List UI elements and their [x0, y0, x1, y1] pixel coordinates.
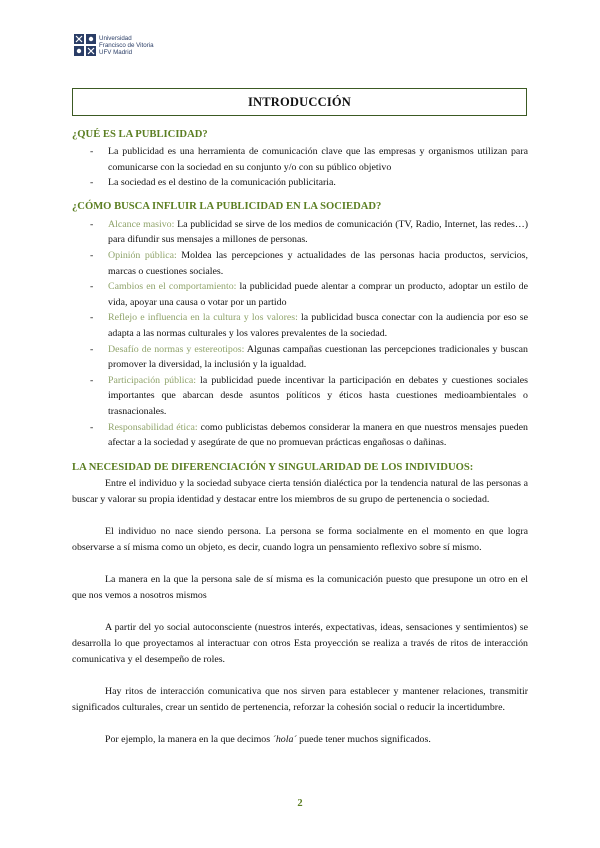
university-logo — [74, 34, 154, 56]
term-label: Responsabilidad ética: — [108, 421, 198, 433]
list-item — [72, 248, 528, 279]
logo-line: UFV Madrid — [99, 48, 133, 56]
list-item — [72, 373, 528, 420]
list-item: - La sociedad es el destino de la comunicación publicitaria. — [72, 175, 528, 191]
logo-line: Francisco de Vitoria — [99, 41, 154, 49]
term-text: Moldea las percepciones y actualidades de las personas hacia productos, servicios, marcas o cuestiones sociales. — [108, 249, 528, 277]
term-label: Alcance masivo: — [108, 218, 175, 230]
term-label: Reflejo e influencia en la cultura y los valores: — [108, 312, 298, 324]
section-heading-influence: ¿CÓMO BUSCA INFLUIR LA PUBLICIDAD EN LA SOCIEDAD? — [72, 200, 382, 212]
paragraph-text: puede tener muchos significados. — [296, 733, 431, 745]
term-text: la publicidad puede incentivar la participación en debates y cuestiones sociales importantes que abarcan desde asuntos políticos y éticos hasta cuestiones medioambientales o trasnacionales. — [108, 374, 528, 417]
list-item: - La publicidad es una herramienta de comunicación clave que las empresas y organismos utilizan para comunicarse con la sociedad en su conjunto y/o con su público objetivo — [72, 144, 528, 175]
influence-list — [72, 217, 528, 451]
list-item — [72, 279, 528, 310]
section-heading-differentiation: LA NECESIDAD DE DIFERENCIACIÓN Y SINGULARIDAD DE LOS INDIVIDUOS: — [72, 461, 474, 473]
list-item — [72, 310, 528, 341]
paragraph: La manera en la que la persona sale de sí misma es la comunicación puesto que presupone un otro en el que nos vemos a nosotros mismos — [72, 573, 528, 601]
term-text: la publicidad puede alentar a comprar un producto, adoptar un estilo de vida, apoyar una causa o votar por un partido — [108, 281, 528, 308]
term-text: La publicidad se sirve de los medios de comunicación (TV, Radio, Internet, las redes…) para difundir sus mensajes a millones de personas. — [108, 218, 528, 246]
logo-text — [99, 35, 154, 56]
definition-list — [72, 144, 528, 191]
term-label: Cambios en el comportamiento: — [108, 281, 237, 293]
term-text: como publicistas debemos considerar la manera en que nuestros mensajes pueden afectar a la sociedad y asegúrate de que no promuevan prácticas engañosas o dañinas. — [108, 421, 528, 449]
term-label: Desafío de normas y estereotipos: — [108, 343, 245, 355]
page-title: INTRODUCCIÓN — [72, 88, 527, 116]
list-item — [72, 420, 528, 451]
quoted-word: ´hola´ — [272, 733, 297, 745]
term-text: la publicidad busca conectar con la audiencia por eso se adapta a las normas culturales y los valores prevalentes de la sociedad. — [108, 312, 528, 339]
university-crest-icon — [74, 34, 96, 56]
paragraph-text: Por ejemplo, la manera en la que decimos — [105, 733, 273, 745]
term-text: Algunas campañas cuestionan las percepciones tradicionales y buscan promover la diversidad, la inclusión y la igualdad. — [108, 343, 528, 371]
page-number: 2 — [297, 798, 303, 809]
term-label: Opinión pública: — [108, 249, 177, 261]
list-item — [72, 217, 528, 248]
term-label: Participación pública: — [108, 374, 197, 386]
paragraph: A partir del yo social autoconsciente (nuestros interés, expectativas, ideas, sensaciones y sentimientos) se desarrolla lo que proyectamos al interactuar con otros Esta proyección se realiza a través de ritos de interacción comunicativa y el desempeño de roles. — [72, 621, 528, 665]
paragraph: Entre el individuo y la sociedad subyace cierta tensión dialéctica por la tendencia natural de las personas a buscar y valorar su propia identidad y destacar entre los miembros de su grupo de pertenencia o sociedad. — [72, 477, 528, 505]
paragraph — [72, 732, 528, 748]
document-body — [72, 128, 528, 748]
list-item — [72, 342, 528, 373]
logo-line: Universidad — [99, 34, 132, 42]
section-heading-what-is-advertising: ¿QUÉ ES LA PUBLICIDAD? — [72, 129, 208, 140]
paragraph: El individuo no nace siendo persona. La persona se forma socialmente en el momento en que logra observarse a sí misma como un objeto, es decir, cuando logra un pensamiento reflexivo sobre sí mismo. — [72, 525, 528, 553]
paragraphs — [72, 476, 528, 748]
paragraph: Hay ritos de interacción comunicativa que nos sirven para establecer y mantener relaciones, transmitir significados culturales, crear un sentido de pertenencia, reforzar la cohesión social o reducir la incertidumbre. — [72, 685, 528, 713]
